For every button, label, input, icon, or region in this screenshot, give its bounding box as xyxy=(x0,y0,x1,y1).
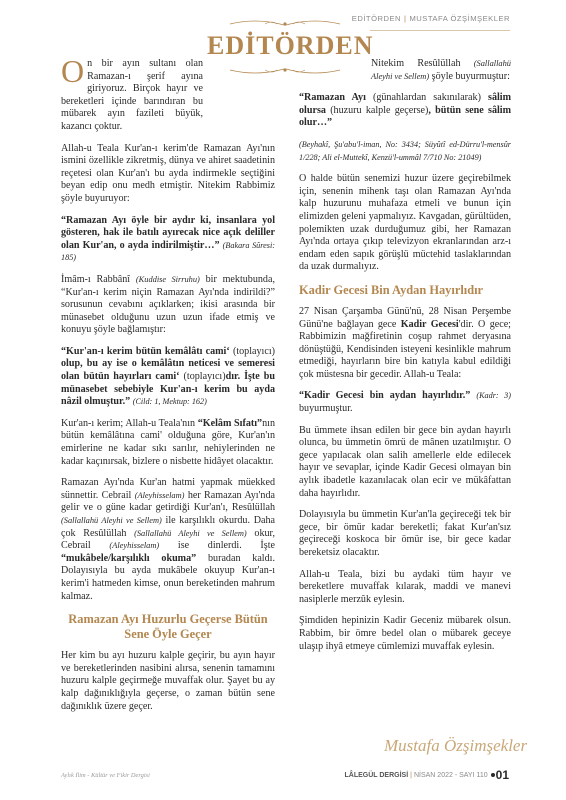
paragraph-text: Bu ümmete ihsan edilen bir gece bin aydan hayırlı olunca, bu ümmetin ömrü de mânen uzatılmıştır. O gece yapılacak olan salih amellerle elde edilecek hayır ve sevaplar, içinde Kadir Gecesi olmayan bin aylık ibadetle kazanılacak olan ecir ve mükâfattan daha hayırlıdır. xyxy=(299,424,511,499)
header-separator: | xyxy=(404,14,407,23)
paragraph-text: Her kim bu ayı huzuru kalple geçirir, bu ayın hayır ve bereketlerinden nasibini alırsa, senenin tamamını huzuru kalple geçirmeğe muvaffak olur. Şayet bu ay kalp dağınıklığıyla geçerse, o zaman bütün sene dağınıklık üzere geçer. xyxy=(61,650,275,712)
quote-text: “Ramazan Ayı xyxy=(299,92,366,104)
drop-cap: O xyxy=(61,53,85,89)
paragraph-text: her Ramazan Ayı'nda gelir ve o güne kadar getirdiği Kur'an'ı, Resûlüllah xyxy=(61,489,275,514)
quote-gloss: (toplayıcı) xyxy=(232,345,275,357)
right-column xyxy=(299,58,511,662)
quote-text: “Kadir Gecesi bin aydan hayırlıdır.” xyxy=(299,390,471,402)
quote-gloss: (huzuru kalple geçerse) xyxy=(330,104,429,116)
header-rule xyxy=(370,30,510,31)
page-title: EDİTÖRDEN xyxy=(207,31,374,60)
honorific: (Sallallahü Aleyhi ve Sellem) xyxy=(371,59,511,81)
footer-info xyxy=(344,768,509,782)
paragraph-text: Allah-u Teala, bizi bu aydaki tüm hayır ve bereketlere muvaffak kılarak, maddi ve manevi nasiplerle merzûk eylesin. xyxy=(299,568,511,605)
paragraph xyxy=(61,274,275,337)
paragraph xyxy=(299,58,511,83)
footer-separator: | xyxy=(410,771,412,779)
quote-source: (Beyhakî, Şu'abu'l-iman, No: 3434; Süyûtî ed-Dürru'l-mensûr 1/228; Ali el-Muttekî, Kenzü'l-ummâl 7/710 No: 21049) xyxy=(299,139,511,162)
paragraph xyxy=(299,569,511,607)
paragraph xyxy=(299,425,511,501)
paragraph-text: buradan kaldı. Dolayısıyla bu ayda mukâbele okuyup Kur'an-ı kerim'i hatmeden kimse, onun bereketinden mahrum kalmaz. xyxy=(61,552,275,602)
top-ornament-icon xyxy=(225,18,345,30)
bold-phrase: “mukâbele/karşılıklı okuma” xyxy=(61,552,197,564)
paragraph-text: bir mektubunda, “Kur'an-ı kerim niçin Ramazan Ayı'nda indirildi?” sorusunun cevabını açıklarken; ikisi arasında bir münasebet olduğunu uzun uzun ifade etmiş ve konuyu şöyle bağlamıştır: xyxy=(61,273,275,336)
header-section: EDİTÖRDEN xyxy=(351,14,401,23)
paragraph-text: ise dinlerdi. İşte xyxy=(177,540,275,552)
quote-source: (Cild: 1, Mektup: 162) xyxy=(132,397,207,407)
quote-source-block xyxy=(299,139,511,164)
paragraph xyxy=(299,306,511,382)
section-heading: Kadir Gecesi Bin Aydan Hayırlıdır xyxy=(299,282,484,297)
paragraph-text: buyurmuştur. xyxy=(299,403,353,415)
bold-phrase: “Kelâm Sıfatı” xyxy=(197,417,263,429)
quote-source: (Bakara Sûresi: 185) xyxy=(61,240,275,263)
paragraph-text: Ramazan Ayı'nda Kur'an hatmi yapmak müekked sünnettir. Cebrail xyxy=(61,477,275,501)
honorific: (Aleyhisselam) xyxy=(134,490,185,500)
quote xyxy=(299,92,511,130)
footer-tagline: Aylık İlim - Kültür ve Fikir Dergisi xyxy=(61,772,150,779)
quote xyxy=(61,215,275,265)
quote-gloss: (günahlardan sakınılarak) xyxy=(372,92,481,104)
paragraph xyxy=(61,143,275,206)
quote xyxy=(61,346,275,409)
paragraph xyxy=(61,418,275,468)
header-author: MUSTAFA ÖZŞİMŞEKLER xyxy=(409,14,510,23)
honorific: (Aleyhisselam) xyxy=(109,541,160,551)
paragraph-text: İmâm-ı Rabbânî xyxy=(61,273,131,285)
paragraph-text: Allah-u Teala Kur'an-ı kerim'de Ramazan Ayı'nın ismini özellikle zikretmiş, dünya ve ahiret saadetinin reçetesi olan Kur'an'ı bu ayda indirmekle seçtiğini beyan edip onu medh etmiştir. Nitekim Rabbimiz şöyle buyuruyor: xyxy=(61,142,275,204)
paragraph xyxy=(299,509,511,559)
quote-text: “Ramazan Ayı öyle bir aydır ki, insanlara yol gösteren, hak ile batılı ayırecak nice açık deliller olan Kur'an, o ayda indirilmiştir…” xyxy=(61,214,275,251)
honorific: (Sallallahü Aleyhi ve Sellem) xyxy=(134,528,247,538)
footer-magazine: LÂLEGÜL DERGİSİ xyxy=(344,771,409,779)
running-header xyxy=(352,14,510,23)
page-number: 01 xyxy=(495,768,509,782)
paragraph xyxy=(61,650,275,713)
quote xyxy=(299,390,511,415)
signature: Mustafa Özşimşekler xyxy=(384,736,528,755)
paragraph-text: Nitekim Resûlüllah xyxy=(371,58,461,69)
bold-phrase: Kadir Gecesi xyxy=(400,318,459,330)
paragraph-text: nın bütün kemâlâtına cami' olduğuna göre, Kur'an'ın emirlerine ne kadar sıkı sarılır, nehiylerinden ne kadar kaçınırsak, bizlere o nisbette hidâyet olacaktır. xyxy=(61,417,275,467)
paragraph xyxy=(299,615,511,653)
paragraph-text: şöyle buyurmuştur: xyxy=(431,70,510,82)
quote-text: “Kur'an-ı kerim bütün kemâlâtı cami‘ xyxy=(61,345,230,357)
bullet-icon xyxy=(491,773,495,777)
honorific: (Kuddise Sirruhu) xyxy=(135,274,200,284)
paragraph-text: ile karşılıklı okurdu. Daha çok Resûlüllah xyxy=(61,515,275,539)
left-column xyxy=(61,53,276,722)
paragraph-text: okur, Cebrail xyxy=(61,527,276,552)
paragraph-text: Dolayısıyla bu ümmetin Kur'an'la geçireceği tek bir gece, bir ömür kadar bereketli; fakat Kur'an'sız geçireceği koskoca bir ömür ise, bir gece kadar bereketsiz olacaktır. xyxy=(299,509,511,558)
section-heading: Ramazan Ayı Huzurlu Geçerse Bütün Sene Öyle Geçer xyxy=(68,612,268,642)
quote-source: (Kadr: 3) xyxy=(476,391,511,401)
paragraph xyxy=(61,477,275,603)
paragraph-text: Şimdiden hepinizin Kadir Geceniz mübarek olsun. Rabbim, bir ömre bedel olan o mübarek geceye ulaşıp ihyâ etmeye cümlemizi muvaffak eylesin. xyxy=(299,615,511,652)
paragraph-text: O halde bütün senemizi huzur üzere geçirebilmek için, senenin mihenk taşı olan Ramazan Ayı'nda kalp huzurunu muhafaza etmeli ve bunun için elimizden geleni yapmalıyız. Kavgadan, gürültüden, polemikten uzak durduğumuz gibi, her Ramazan Ayı'nda ortaya çıkıp televizyon ekranlarından arz-ı endam eden sapık görüşlü müctehid taslaklarından da uzak durmalıyız. xyxy=(299,173,511,273)
footer-issue: NİSAN 2022 - SAYI 110 xyxy=(413,771,488,779)
paragraph xyxy=(299,173,511,274)
paragraph-text: 'dir. O gece; Rabbimizin mağfiretinin coşup rahmet deryasına dönüştüğü, Kendisinden isteyeni kesinlikle mahrum etmediği, hayırların bire bin katıyla kabul edildiği çok müstesna bir gecedir. Allah-u Teala: xyxy=(299,318,511,380)
intro-paragraph xyxy=(61,53,275,134)
paragraph-text: 27 Nisan Çarşamba Günü'nü, 28 Nisan Perşembe Günü'ne bağlayan gece xyxy=(299,305,511,330)
quote-text: , bütün sene sâlim olur…” xyxy=(299,104,512,129)
quote-text: dır. İşte bu münasebet sebebiyle Kur'an-ı kerim bu ayda nâzil olmuştur.” xyxy=(61,371,275,408)
quote-text: olup, bu ay ise o kemâlâtın neticesi ve semeresi olan bütün hayırları cami‘ xyxy=(61,358,275,383)
quote-gloss: (toplayıcı) xyxy=(183,371,226,383)
paragraph-text: Kur'an-ı kerim; Allah-u Teala'nın xyxy=(61,417,196,429)
quote-text: sâlim olursa xyxy=(299,92,512,116)
intro-text: n bir ayın sultanı olan Ramazan-ı şerif ayına giriyoruz. Birçok hayır ve bereketleri içinde barındıran bu mübarek ayın fazileti büyük, kazancı çoktur. xyxy=(61,58,203,132)
honorific: (Sallallahü Aleyhi ve Sellem) xyxy=(61,516,162,525)
